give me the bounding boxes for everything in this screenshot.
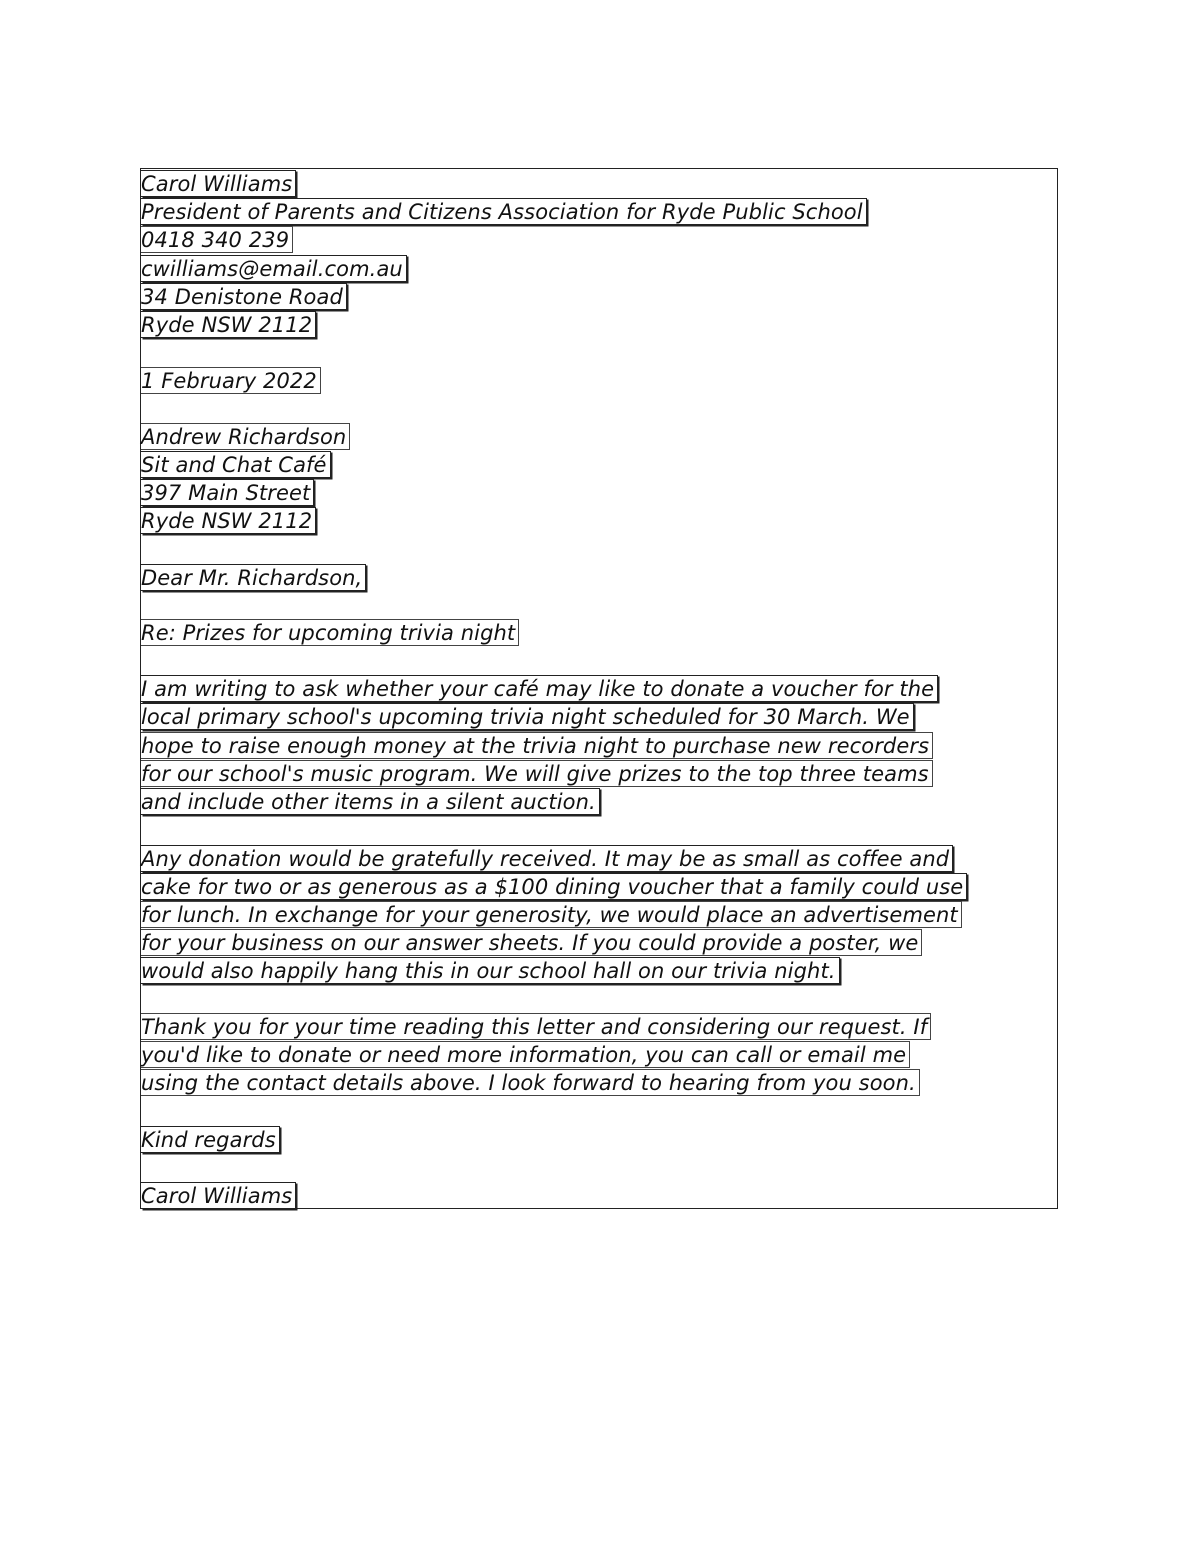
recipient-suburb: Ryde NSW 2112 [141, 507, 316, 534]
paragraph3-line [141, 1013, 931, 1040]
paragraph1-line [141, 732, 933, 759]
paragraph2-text: would also happily hang this in our school hall on our trivia night. [141, 957, 840, 984]
paragraph3-line [141, 1041, 910, 1068]
paragraph2-text: cake for two or as generous as a $100 dining voucher that a family could use [141, 873, 967, 900]
sender-suburb: Ryde NSW 2112 [141, 311, 316, 338]
sender-suburb-line [141, 311, 316, 338]
salutation-line [141, 564, 366, 591]
sender-street: 34 Denistone Road [141, 283, 347, 310]
recipient-business: Sit and Chat Café [141, 451, 331, 478]
recipient-name: Andrew Richardson [141, 423, 350, 450]
paragraph2-line [141, 845, 953, 872]
paragraph1-text: and include other items in a silent auction. [141, 788, 600, 815]
sender-email: cwilliams@email.com.au [141, 255, 407, 282]
sender-email-line [141, 255, 407, 282]
recipient-street-line [141, 479, 314, 506]
paragraph3-text: using the contact details above. I look forward to hearing from you soon. [141, 1069, 920, 1096]
sender-phone-line [141, 226, 293, 253]
paragraph3-text: Thank you for your time reading this letter and considering our request. If [141, 1013, 931, 1040]
paragraph2-text: for lunch. In exchange for your generosity, we would place an advertisement [141, 901, 962, 928]
signature: Carol Williams [141, 1182, 296, 1209]
paragraph1-text: I am writing to ask whether your café may like to donate a voucher for the [141, 675, 938, 702]
recipient-business-line [141, 451, 331, 478]
paragraph2-line [141, 873, 967, 900]
paragraph2-line [141, 929, 922, 956]
paragraph1-line [141, 703, 914, 730]
letter-date: 1 February 2022 [141, 367, 321, 394]
salutation: Dear Mr. Richardson, [141, 564, 366, 591]
closing-line [141, 1126, 280, 1153]
paragraph3-line [141, 1069, 920, 1096]
paragraph2-line [141, 957, 840, 984]
paragraph1-line [141, 760, 933, 787]
sender-name: Carol Williams [141, 170, 296, 197]
recipient-name-line [141, 423, 350, 450]
recipient-suburb-line [141, 507, 316, 534]
paragraph2-text: Any donation would be gratefully received. It may be as small as coffee and [141, 845, 953, 872]
sender-title: President of Parents and Citizens Association for Ryde Public School [141, 198, 867, 225]
paragraph2-text: for your business on our answer sheets. If you could provide a poster, we [141, 929, 922, 956]
paragraph1-text: for our school's music program. We will give prizes to the top three teams [141, 760, 933, 787]
closing: Kind regards [141, 1126, 280, 1153]
recipient-street: 397 Main Street [141, 479, 314, 506]
signature-line [141, 1182, 296, 1209]
subject: Re: Prizes for upcoming trivia night [141, 619, 519, 646]
sender-name-line [141, 170, 296, 197]
sender-title-line [141, 198, 867, 225]
paragraph3-text: you'd like to donate or need more information, you can call or email me [141, 1041, 910, 1068]
sender-street-line [141, 283, 347, 310]
paragraph1-line [141, 788, 600, 815]
sender-phone: 0418 340 239 [141, 226, 293, 253]
paragraph1-line [141, 675, 938, 702]
paragraph2-line [141, 901, 962, 928]
date-line [141, 367, 321, 394]
paragraph1-text: local primary school's upcoming trivia night scheduled for 30 March. We [141, 703, 914, 730]
paragraph1-text: hope to raise enough money at the trivia night to purchase new recorders [141, 732, 933, 759]
subject-line [141, 619, 519, 646]
